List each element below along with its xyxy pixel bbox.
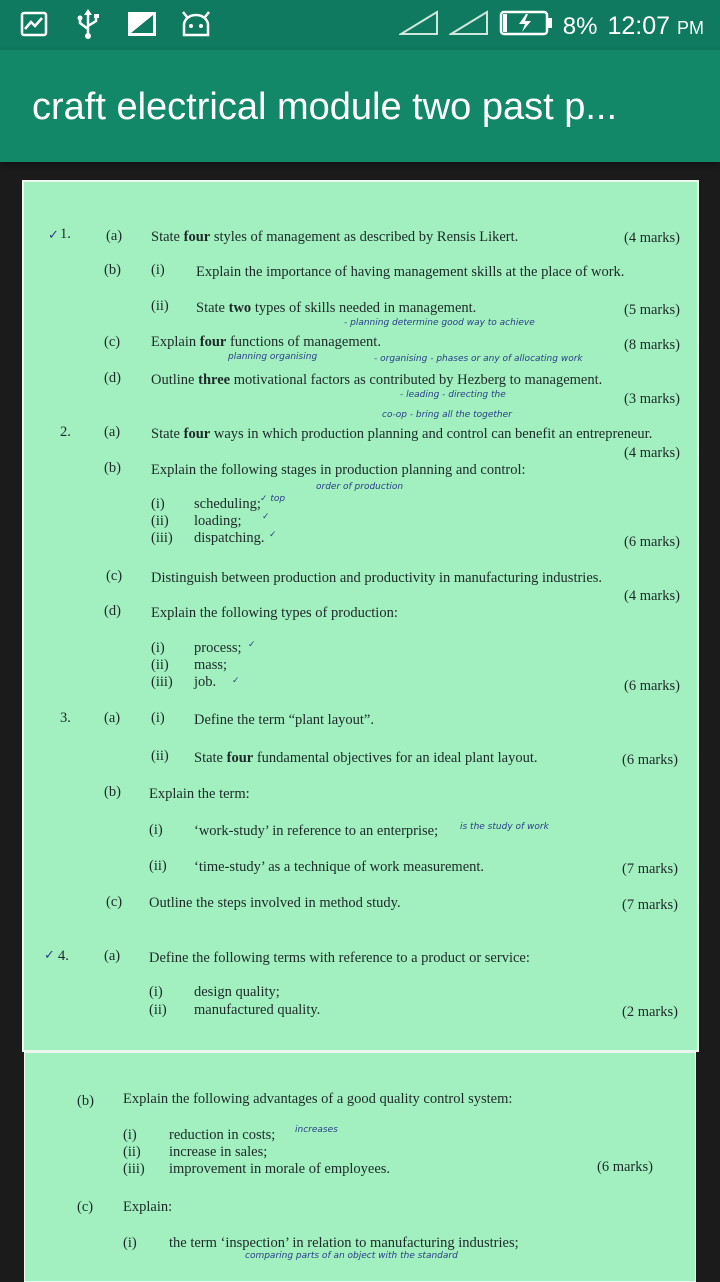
handwritten-tick: ✓ — [248, 640, 256, 650]
marks: (5 marks) — [624, 302, 680, 318]
question-text: Distinguish between production and productivity in manufacturing industries. — [151, 570, 603, 586]
marks: (6 marks) — [597, 1159, 653, 1175]
question-text: the term ‘inspection’ in relation to manufacturing industries; — [169, 1235, 519, 1251]
question-number: 4. — [58, 948, 69, 964]
marks: (6 marks) — [622, 752, 678, 768]
list-item: design quality; — [194, 984, 280, 1000]
part-label: (c) — [77, 1199, 94, 1215]
list-item: reduction in costs; — [169, 1127, 276, 1143]
sub-label: (i) — [149, 822, 163, 838]
question-text: State two types of skills needed in management. — [196, 300, 477, 316]
list-item: scheduling; — [194, 496, 261, 512]
clock — [607, 12, 704, 41]
handwritten-tick: ✓ — [232, 676, 240, 686]
question-text: Explain four functions of management. — [151, 334, 381, 350]
marks: (4 marks) — [624, 230, 680, 246]
document-page-2 — [24, 1052, 696, 1282]
handwritten-tick: ✓ — [48, 228, 59, 243]
handwritten-note: - organising - phases or any of allocating work — [374, 354, 583, 364]
question-text: Outline three motivational factors as contributed by Hezberg to management. — [151, 372, 603, 388]
app-bar — [0, 50, 720, 162]
image-download-icon — [126, 10, 158, 38]
handwritten-tick: ✓ — [269, 530, 277, 540]
gallery-notification-icon — [18, 10, 50, 38]
part-label: (d) — [104, 370, 121, 386]
part-label: (a) — [106, 228, 123, 244]
handwritten-note: order of production — [316, 482, 404, 492]
signal-sim2-icon — [449, 10, 489, 43]
list-item: dispatching. — [194, 530, 265, 546]
question-text: Explain the following types of production: — [151, 605, 398, 621]
sub-label: (ii) — [149, 1002, 167, 1018]
question-text: Define the term “plant layout”. — [194, 712, 374, 728]
part-label: (d) — [104, 603, 121, 619]
battery-percent: 8% — [562, 12, 598, 40]
question-text: Explain the importance of having management skills at the place of work. — [196, 264, 625, 280]
question-number: 2. — [60, 424, 71, 440]
handwritten-note: co-op - bring all the together — [382, 410, 512, 420]
handwritten-note: increases — [295, 1125, 338, 1135]
marks: (7 marks) — [622, 861, 678, 877]
part-label: (b) — [104, 784, 121, 800]
sub-label: (i) — [123, 1127, 137, 1143]
marks: (3 marks) — [624, 391, 680, 407]
question-text: Explain the following advantages of a good quality control system: — [123, 1091, 513, 1107]
handwritten-note: ✓ top — [260, 494, 286, 504]
part-label: (a) — [104, 710, 121, 726]
clock-time: 12:07 — [607, 12, 671, 40]
question-number: 3. — [60, 710, 71, 726]
question-number: 1. — [60, 226, 71, 242]
sub-label: (ii) — [151, 298, 169, 314]
document-viewer[interactable] — [0, 170, 720, 1280]
part-label: (b) — [104, 460, 121, 476]
list-item: job. — [194, 674, 217, 690]
list-item: increase in sales; — [169, 1144, 268, 1160]
clock-ampm: PM — [677, 18, 704, 38]
sub-label: (i) — [151, 710, 165, 726]
sub-label: (ii) — [123, 1144, 141, 1160]
question-text: ‘work-study’ in reference to an enterprise; — [194, 823, 439, 839]
handwritten-note: - planning determine good way to achieve — [344, 318, 535, 328]
list-item: mass; — [194, 657, 228, 673]
handwritten-tick: ✓ — [262, 512, 270, 522]
marks: (8 marks) — [624, 337, 680, 353]
signal-sim1-icon — [399, 10, 439, 43]
question-text: State four fundamental objectives for an ideal plant layout. — [194, 750, 538, 766]
marks: (2 marks) — [622, 1004, 678, 1020]
part-label: (a) — [104, 424, 121, 440]
list-item: loading; — [194, 513, 242, 529]
usb-icon — [72, 10, 104, 38]
list-item: process; — [194, 640, 242, 656]
question-text: ‘time-study’ as a technique of work measurement. — [194, 859, 485, 875]
sub-label: (i) — [149, 984, 163, 1000]
sub-label: (ii) — [151, 657, 169, 673]
sub-label: (iii) — [151, 530, 173, 546]
marks: (6 marks) — [624, 534, 680, 550]
question-text: Outline the steps involved in method study. — [149, 895, 401, 911]
part-label: (c) — [106, 568, 123, 584]
handwritten-tick: ✓ — [44, 948, 55, 963]
sub-label: (i) — [151, 640, 165, 656]
sub-label: (i) — [123, 1235, 137, 1251]
sub-label: (ii) — [151, 748, 169, 764]
part-label: (b) — [104, 262, 121, 278]
sub-label: (ii) — [151, 513, 169, 529]
part-label: (a) — [104, 948, 121, 964]
list-item: improvement in morale of employees. — [169, 1161, 391, 1177]
question-text: Define the following terms with reference to a product or service: — [149, 950, 530, 966]
sub-label: (iii) — [151, 674, 173, 690]
part-label: (c) — [104, 334, 121, 350]
handwritten-note: comparing parts of an object with the standard — [245, 1251, 458, 1261]
sub-label: (iii) — [123, 1161, 145, 1177]
question-text: State four ways in which production planning and control can benefit an entrepreneur. — [151, 426, 653, 442]
document-page-1 — [22, 180, 699, 1052]
handwritten-note: - leading - directing the — [400, 390, 506, 400]
status-bar — [0, 0, 720, 50]
part-label: (c) — [106, 894, 123, 910]
question-text: Explain the term: — [149, 786, 250, 802]
list-item: manufactured quality. — [194, 1002, 321, 1018]
handwritten-note: is the study of work — [460, 822, 549, 832]
sub-label: (i) — [151, 496, 165, 512]
question-text: Explain: — [123, 1199, 173, 1215]
sub-label: (ii) — [149, 858, 167, 874]
battery-charging-icon — [499, 10, 553, 43]
question-text: State four styles of management as described by Rensis Likert. — [151, 229, 519, 245]
marks: (7 marks) — [622, 897, 678, 913]
handwritten-note: planning organising — [228, 352, 318, 362]
sub-label: (i) — [151, 262, 165, 278]
part-label: (b) — [77, 1093, 94, 1109]
android-debug-icon — [180, 10, 212, 38]
marks: (6 marks) — [624, 678, 680, 694]
question-text: Explain the following stages in production planning and control: — [151, 462, 526, 478]
document-title: craft electrical module two past p... — [32, 86, 618, 128]
marks: (4 marks) — [624, 445, 680, 461]
marks: (4 marks) — [624, 588, 680, 604]
